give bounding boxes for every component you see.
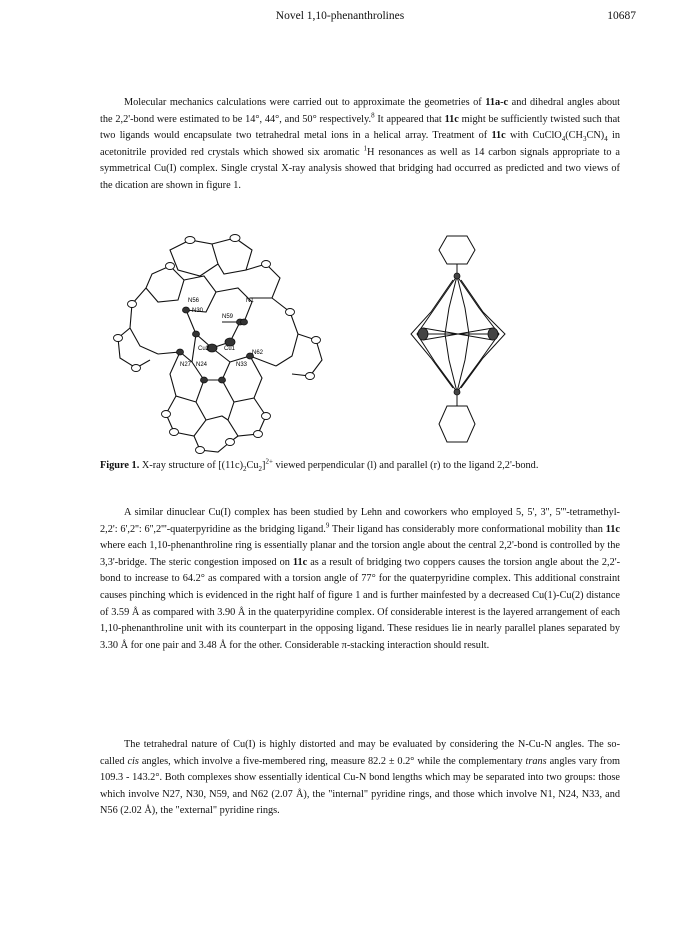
atom-label: N56 bbox=[188, 298, 200, 304]
paragraph-tetrahedral: The tetrahedral nature of Cu(I) is highly distorted and may be evaluated by considering the N-Cu-N angles. The so-called cis angles, which involve a five-membered ring, measure 82.2 ± 0.2° while the complementary trans angles vary from 109.3 - 143.2°. Both complexes show essentially identical Cu-N bond lengths which may be separated into two groups: those which involve N27, N30, N59, and N62 (2.07 Å), the "internal" pyridine rings, and those which involve N1, N24, N33, and N56 (2.02 Å), the "external" pyridine rings. bbox=[100, 739, 621, 817]
xray-structure-parallel-view bbox=[395, 230, 525, 455]
atom-label: N27 bbox=[180, 362, 192, 368]
atom-label: N59 bbox=[222, 314, 234, 320]
figure-label: Figure 1. bbox=[100, 460, 140, 471]
compound-ref: 11c bbox=[491, 130, 506, 142]
figure-caption: Figure 1. X-ray structure of $[(11c)_2Cu_2]^{2+}$ viewed perpendicular (l) and parallel (r) to the ligand 2,2'-bond. bbox=[100, 457, 539, 474]
compound-ref: 11c bbox=[225, 460, 240, 471]
atom-label: N24 bbox=[196, 362, 208, 368]
atom-label: N30 bbox=[192, 308, 204, 314]
xray-structure-perpendicular-view bbox=[100, 230, 360, 455]
compound-ref: 11c bbox=[292, 556, 308, 568]
atom-label: N1 bbox=[246, 298, 254, 304]
compound-ref: 11c bbox=[605, 523, 620, 535]
citation: 9 bbox=[325, 521, 330, 530]
atom-label: N33 bbox=[236, 362, 248, 368]
citation: 8 bbox=[371, 111, 375, 120]
atom-label: Cu1 bbox=[224, 346, 236, 352]
page-number: 10687 bbox=[607, 10, 636, 22]
compound-ref: 11c bbox=[444, 113, 459, 125]
atom-label: Cu2 bbox=[198, 346, 210, 352]
figure-1 bbox=[100, 230, 620, 455]
atom-label: N62 bbox=[252, 350, 264, 356]
running-title: Novel 1,10-phenanthrolines bbox=[275, 10, 405, 22]
compound-ref: 11a-c bbox=[485, 97, 509, 108]
paragraph-lehn-comparison: A similar dinuclear Cu(I) complex has been studied by Lehn and coworkers who employed 5, 5', 3'', 5'''-tetramethyl-2,2': 6',2'': 6'',2'''-quaterpyridine as the bridging ligand.$^9$ Their ligand has considerably more conformational mobility than 11c where each 1,10-phenanthroline ring is essentially planar and the torsion angle about the central 2,2'-bond is controlled by the 3,3'-bridge. The steric congestion imposed on 11c as a result of bridging two coppers causes the torsion angle about the 2,2'-bond to increase to 64.2° as compared with a torsion angle of 77° for the quaterpyridine complex. This additional constraint causes pinching which is evidenced in the right half of figure 1 and is further mainfested by a decreased Cu(1)-Cu(2) distance of 3.59 Å as compared with 3.90 Å in the quaterpyridine complex. Of considerable interest is the layered arrangement of each 1,10-phenanthroline unit with its counterpart in the opposing ligand. These residues lie in nearly parallel planes separated by 3.30 Å for one pair and 3.48 Å for the other. Considerable π-stacking interaction should result. bbox=[100, 507, 621, 651]
paragraph-molecular-mechanics: Molecular mechanics calculations were carried out to approximate the geometries of 11a-c and dihedral angles about the 2,2'-bond were estimated to be 14°, 44°, and 50° respectively.$^8$ It appeared that 11c might be sufficiently twisted such that two ligands would encapsulate two tetrahedral metal ions in a helical array. Treatment of 11c with $CuClO_4(CH_3CN)_4$ in acetonitrile provided red crystals which showed six aromatic $^1$H resonances as well as 14 carbon signals appropriate to a symmetrical Cu(I) complex. Single crystal X-ray analysis showed that bridging had occurred as predicted and two views of the dication are shown in figure 1. bbox=[100, 97, 621, 191]
